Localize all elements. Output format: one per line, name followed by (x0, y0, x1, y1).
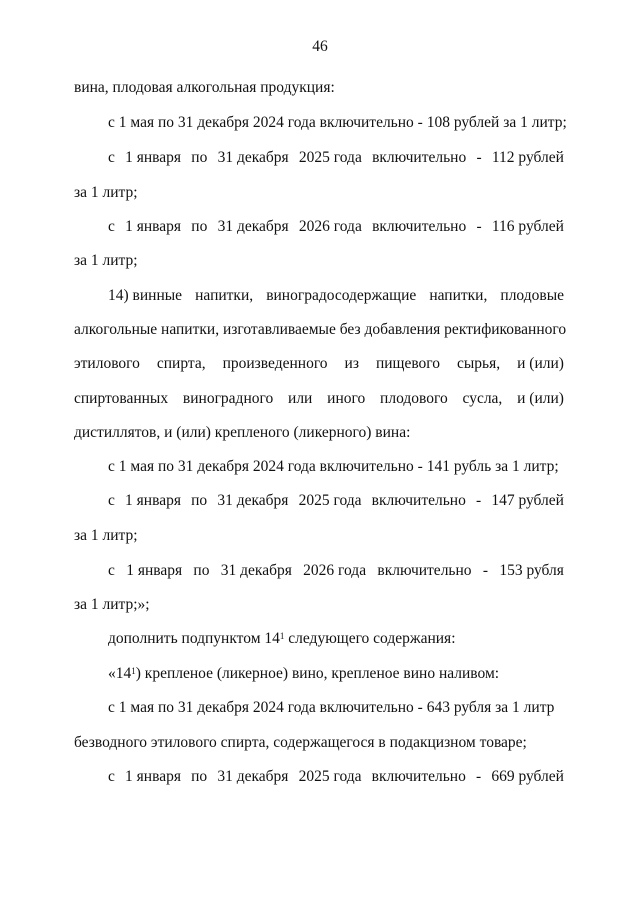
word: по (191, 768, 208, 785)
word: по (193, 562, 210, 579)
text-line (108, 629, 564, 649)
text-line (108, 664, 564, 684)
word: 1 января (125, 149, 182, 166)
text-line (74, 595, 564, 615)
text-line (108, 286, 564, 306)
word: 2025 года (298, 492, 362, 509)
word: за 1 литр; (74, 252, 138, 269)
word: спирта, (156, 355, 206, 372)
word: 31 декабря (217, 492, 289, 509)
word: этилового (74, 355, 140, 372)
superscript: 1 (131, 666, 136, 676)
word: сырья, (457, 355, 501, 372)
word: 31 декабря (220, 562, 292, 579)
text-line (74, 354, 564, 374)
word: с 1 мая по 31 декабря 2024 года включительно - 141 рубль за 1 литр; (108, 458, 559, 475)
text-segment: «14 (108, 665, 132, 682)
word: вина, плодовая алкогольная продукция: (74, 79, 335, 96)
word: виноградосодержащие (266, 287, 417, 304)
word: с 1 мая по 31 декабря 2024 года включительно - 108 рублей за 1 литр; (108, 114, 567, 131)
word: 1 января (126, 562, 183, 579)
word: включительно (372, 149, 467, 166)
word: с (108, 562, 115, 579)
word: из (344, 355, 359, 372)
word: по (191, 218, 208, 235)
word: с (108, 492, 115, 509)
word: плодового (380, 390, 448, 407)
word: - (482, 562, 489, 579)
word: - (476, 768, 482, 785)
word: с (108, 149, 115, 166)
word: и (или) (517, 355, 564, 372)
word: 31 декабря (217, 218, 289, 235)
word: 2026 года (303, 562, 367, 579)
word: или (288, 390, 313, 407)
word: по (191, 492, 208, 509)
word: иного (327, 390, 366, 407)
word: 31 декабря (217, 149, 289, 166)
text-line (74, 389, 564, 409)
word: за 1 литр;»; (74, 596, 150, 613)
text-line (74, 423, 564, 443)
word: 14) винные (108, 287, 183, 304)
text-line (108, 148, 564, 168)
word: 2025 года (298, 768, 362, 785)
word: 2026 года (298, 218, 362, 235)
text-line (74, 733, 564, 753)
page-number: 46 (312, 38, 328, 55)
word: - (476, 218, 482, 235)
word: 147 рублей (491, 492, 564, 509)
word: безводного этилового спирта, содержащегося в подакцизном товаре; (74, 734, 527, 751)
text-line (108, 698, 564, 718)
word: с (108, 768, 115, 785)
text-segment: дополнить подпунктом 14 (108, 630, 280, 647)
text-line (108, 561, 564, 581)
superscript: 1 (279, 631, 285, 641)
word: произведенного (222, 355, 328, 372)
word: с (108, 218, 115, 235)
word: включительно (372, 218, 467, 235)
text-line (74, 320, 567, 340)
text-line (108, 113, 567, 133)
word: 31 декабря (217, 768, 289, 785)
text-segment: ) крепленое (ликерное) вино, крепленое вино наливом: (135, 665, 500, 682)
word: 669 рублей (491, 768, 564, 785)
word: и (или) (517, 390, 564, 407)
word: дистиллятов, и (или) крепленого (ликерного) вина: (74, 424, 411, 441)
text-line (108, 491, 564, 511)
word: с 1 мая по 31 декабря 2024 года включительно - 643 рубля за 1 литр (108, 699, 555, 716)
text-line (74, 183, 564, 203)
text-line (108, 217, 564, 237)
word: 2025 года (298, 149, 362, 166)
word: напитки, (429, 287, 488, 304)
word: алкогольные напитки, изготавливаемые без добавления ректификованного (74, 321, 567, 338)
word: по (191, 149, 208, 166)
word: 116 рублей (491, 218, 564, 235)
word: 1 января (125, 218, 182, 235)
word: напитки, (195, 287, 254, 304)
word: пищевого (375, 355, 441, 372)
word: 153 рубля (499, 562, 564, 579)
word: за 1 литр; (74, 527, 138, 544)
word: за 1 литр; (74, 184, 138, 201)
word: - (476, 492, 482, 509)
word: плодовые (500, 287, 564, 304)
text-line (108, 457, 564, 477)
word: виноградного (182, 390, 274, 407)
word: сусла, (462, 390, 503, 407)
text-line (74, 78, 564, 98)
word: 112 рублей (491, 149, 564, 166)
word: 1 января (125, 768, 181, 785)
text-line (74, 526, 564, 546)
text-segment: следующего содержания: (284, 630, 456, 647)
word: включительно (371, 492, 466, 509)
word: - (476, 149, 482, 166)
word: спиртованных (74, 390, 169, 407)
word: 1 января (125, 492, 181, 509)
text-line (108, 767, 564, 787)
text-line (74, 251, 564, 271)
word: включительно (371, 768, 466, 785)
word: включительно (377, 562, 472, 579)
